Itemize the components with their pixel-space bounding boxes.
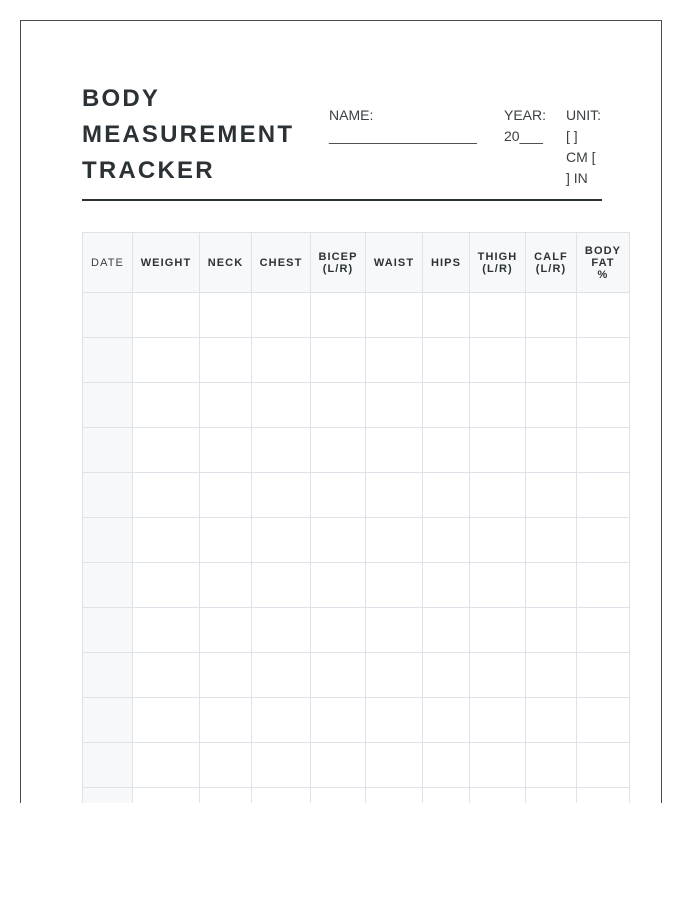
column-header-date: DATE [83,233,133,293]
weight-entry-cell[interactable] [133,698,200,743]
bicep-entry-cell[interactable] [311,563,366,608]
thigh-entry-cell[interactable] [470,428,526,473]
thigh-entry-cell[interactable] [470,653,526,698]
tracker-sheet [20,20,662,803]
neck-entry-cell[interactable] [200,428,252,473]
date-entry-cell[interactable] [83,518,133,563]
calf-entry-cell[interactable] [526,698,577,743]
neck-entry-cell[interactable] [200,293,252,338]
body-fat-entry-cell[interactable] [577,338,630,383]
hips-entry-cell[interactable] [423,698,470,743]
thigh-entry-cell[interactable] [470,563,526,608]
neck-entry-cell[interactable] [200,608,252,653]
thigh-entry-cell[interactable] [470,698,526,743]
weight-entry-cell[interactable] [133,653,200,698]
waist-entry-cell[interactable] [366,383,423,428]
bicep-entry-cell[interactable] [311,338,366,383]
table-row [83,788,630,804]
unit-checkbox-blank[interactable]: [ ] [566,128,578,144]
bicep-entry-cell[interactable] [311,428,366,473]
waist-entry-cell[interactable] [366,653,423,698]
bicep-entry-cell[interactable] [311,698,366,743]
thigh-entry-cell[interactable] [470,788,526,804]
bicep-entry-cell[interactable] [311,518,366,563]
thigh-entry-cell[interactable] [470,383,526,428]
date-entry-cell[interactable] [83,608,133,653]
weight-entry-cell[interactable] [133,293,200,338]
bicep-entry-cell[interactable] [311,653,366,698]
date-entry-cell[interactable] [83,293,133,338]
waist-entry-cell[interactable] [366,608,423,653]
waist-entry-cell[interactable] [366,338,423,383]
body-fat-entry-cell[interactable] [577,743,630,788]
chest-entry-cell[interactable] [252,518,311,563]
title-line-3: TRACKER [82,157,215,184]
date-entry-cell[interactable] [83,383,133,428]
bicep-entry-cell[interactable] [311,293,366,338]
calf-entry-cell[interactable] [526,653,577,698]
table-row [83,428,630,473]
hips-entry-cell[interactable] [423,518,470,563]
date-entry-cell[interactable] [83,473,133,518]
name-blank[interactable]: ___________________ [329,128,477,144]
unit-label: UNIT: [566,107,601,123]
hips-entry-cell[interactable] [423,788,470,804]
body-fat-entry-cell[interactable] [577,428,630,473]
hips-entry-cell[interactable] [423,383,470,428]
waist-entry-cell[interactable] [366,428,423,473]
chest-entry-cell[interactable] [252,743,311,788]
bicep-entry-cell[interactable] [311,473,366,518]
weight-entry-cell[interactable] [133,608,200,653]
header-divider [82,199,602,201]
date-entry-cell[interactable] [83,788,133,804]
table-row [83,698,630,743]
neck-entry-cell[interactable] [200,383,252,428]
body-fat-entry-cell[interactable] [577,653,630,698]
thigh-entry-cell[interactable] [470,608,526,653]
unit-option-in[interactable]: ] IN [566,170,588,186]
date-entry-cell[interactable] [83,743,133,788]
neck-entry-cell[interactable] [200,473,252,518]
calf-entry-cell[interactable] [526,608,577,653]
waist-entry-cell[interactable] [366,743,423,788]
date-entry-cell[interactable] [83,563,133,608]
weight-entry-cell[interactable] [133,563,200,608]
body-fat-entry-cell[interactable] [577,608,630,653]
waist-entry-cell[interactable] [366,563,423,608]
table-row [83,653,630,698]
column-header-waist: WAIST [366,233,423,293]
thigh-entry-cell[interactable] [470,473,526,518]
chest-entry-cell[interactable] [252,653,311,698]
calf-entry-cell[interactable] [526,473,577,518]
chest-entry-cell[interactable] [252,383,311,428]
waist-entry-cell[interactable] [366,698,423,743]
bicep-entry-cell[interactable] [311,608,366,653]
calf-entry-cell[interactable] [526,743,577,788]
waist-entry-cell[interactable] [366,788,423,804]
column-header-hips: HIPS [423,233,470,293]
hips-entry-cell[interactable] [423,428,470,473]
table-row [83,608,630,653]
waist-entry-cell[interactable] [366,473,423,518]
column-header-chest: CHEST [252,233,311,293]
weight-entry-cell[interactable] [133,518,200,563]
waist-entry-cell[interactable] [366,518,423,563]
date-entry-cell[interactable] [83,428,133,473]
table-row [83,563,630,608]
body-fat-entry-cell[interactable] [577,293,630,338]
hips-entry-cell[interactable] [423,473,470,518]
date-entry-cell[interactable] [83,653,133,698]
hips-entry-cell[interactable] [423,338,470,383]
hips-entry-cell[interactable] [423,563,470,608]
weight-entry-cell[interactable] [133,338,200,383]
table-row [83,743,630,788]
calf-entry-cell[interactable] [526,338,577,383]
neck-entry-cell[interactable] [200,338,252,383]
body-fat-entry-cell[interactable] [577,473,630,518]
waist-entry-cell[interactable] [366,293,423,338]
body-fat-entry-cell[interactable] [577,518,630,563]
weight-entry-cell[interactable] [133,743,200,788]
neck-entry-cell[interactable] [200,698,252,743]
measurement-table [82,232,630,803]
neck-entry-cell[interactable] [200,788,252,804]
bicep-entry-cell[interactable] [311,788,366,804]
year-field[interactable] [504,105,546,147]
table-row [83,518,630,563]
body-fat-entry-cell[interactable] [577,563,630,608]
title-line-1: BODY [82,85,161,112]
thigh-entry-cell[interactable] [470,518,526,563]
chest-entry-cell[interactable] [252,473,311,518]
chest-entry-cell[interactable] [252,563,311,608]
unit-option-cm[interactable]: CM [ [566,149,596,165]
hips-entry-cell[interactable] [423,653,470,698]
neck-entry-cell[interactable] [200,743,252,788]
calf-entry-cell[interactable] [526,563,577,608]
year-label: YEAR: [504,107,547,123]
calf-entry-cell[interactable] [526,383,577,428]
weight-entry-cell[interactable] [133,788,200,804]
column-header-body-fat: BODY FAT % [577,233,630,293]
weight-entry-cell[interactable] [133,428,200,473]
calf-entry-cell[interactable] [526,428,577,473]
name-label: NAME: [329,107,374,123]
column-header-thigh: THIGH (L/R) [470,233,526,293]
unit-field[interactable] [566,105,608,189]
column-header-calf: CALF (L/R) [526,233,577,293]
page-title [82,81,312,189]
column-header-weight: WEIGHT [133,233,200,293]
neck-entry-cell[interactable] [200,518,252,563]
weight-entry-cell[interactable] [133,383,200,428]
neck-entry-cell[interactable] [200,653,252,698]
thigh-entry-cell[interactable] [470,338,526,383]
date-entry-cell[interactable] [83,698,133,743]
hips-entry-cell[interactable] [423,608,470,653]
neck-entry-cell[interactable] [200,563,252,608]
measurement-rows [83,293,630,804]
table-header-row [83,233,630,293]
body-fat-entry-cell[interactable] [577,788,630,804]
chest-entry-cell[interactable] [252,608,311,653]
hips-entry-cell[interactable] [423,743,470,788]
chest-entry-cell[interactable] [252,338,311,383]
body-fat-entry-cell[interactable] [577,383,630,428]
chest-entry-cell[interactable] [252,788,311,804]
table-row [83,383,630,428]
title-line-2: MEASUREMENT [82,121,295,148]
table-row [83,338,630,383]
thigh-entry-cell[interactable] [470,293,526,338]
measurement-table-container [82,232,630,803]
bicep-entry-cell[interactable] [311,743,366,788]
weight-entry-cell[interactable] [133,473,200,518]
chest-entry-cell[interactable] [252,698,311,743]
bicep-entry-cell[interactable] [311,383,366,428]
date-entry-cell[interactable] [83,338,133,383]
chest-entry-cell[interactable] [252,293,311,338]
chest-entry-cell[interactable] [252,428,311,473]
thigh-entry-cell[interactable] [470,743,526,788]
calf-entry-cell[interactable] [526,518,577,563]
year-value[interactable]: 20___ [504,128,543,144]
column-header-neck: NECK [200,233,252,293]
table-row [83,473,630,518]
table-row [83,293,630,338]
hips-entry-cell[interactable] [423,293,470,338]
column-header-bicep: BICEP (L/R) [311,233,366,293]
calf-entry-cell[interactable] [526,293,577,338]
body-fat-entry-cell[interactable] [577,698,630,743]
calf-entry-cell[interactable] [526,788,577,804]
name-field[interactable] [329,105,477,147]
